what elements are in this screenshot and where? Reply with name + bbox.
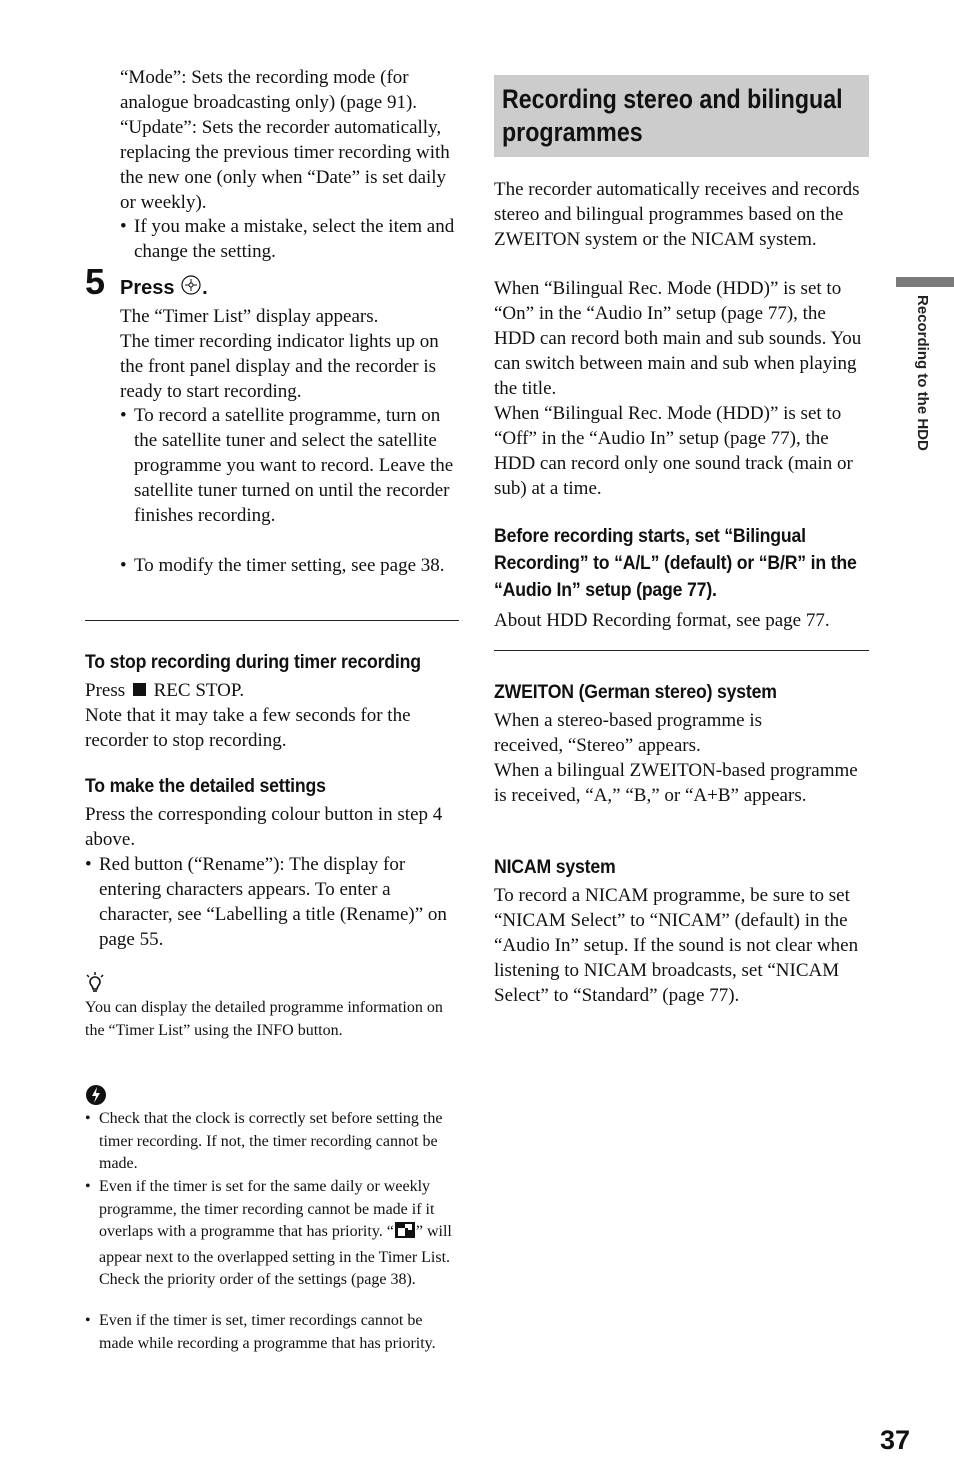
divider xyxy=(85,620,459,621)
priority-icon xyxy=(394,1221,416,1247)
note-overlap: • Even if the timer is set for the same daily or weekly programme, the timer recording cannot be made if it overlaps with a programme that has priority. “ ” will appear next to the overlapped setting in the Timer List. Check the priority order of the settings (page 38). xyxy=(85,1176,459,1292)
notes-icon xyxy=(85,1084,107,1111)
hint-text: You can display the detailed programme information on the “Timer List” using the INFO button. xyxy=(85,999,443,1039)
zweiton-stereo-text: When a stereo-based programme is received, “Stereo” appears. xyxy=(494,710,763,756)
detailed-text: Press the corresponding colour button in step 4 above. xyxy=(85,804,443,850)
zweiton-bilingual-text: When a bilingual ZWEITON-based programme is received, “A,” “B,” or “A+B” appears. xyxy=(494,760,858,806)
step-timer-list-text: The “Timer List” display appears. xyxy=(120,306,379,327)
step-heading: Press . xyxy=(120,274,208,303)
bilingual-off-paragraph: When “Bilingual Rec. Mode (HDD)” is set to “Off” in the “Audio In” setup (page 77), the HDD can record only one sound track (main or sub) at a time. xyxy=(494,403,853,499)
before-recording-heading: Before recording starts, set “Bilingual Recording” to “A/L” (default) or “B/R” in the “Audio In” setup (page 77). xyxy=(494,526,857,601)
side-tab-label: Recording to the HDD xyxy=(914,295,931,451)
bilingual-on-paragraph: When “Bilingual Rec. Mode (HDD)” is set to “On” in the “Audio In” setup (page 77), the HDD can record both main and sub sounds. You can switch between main and sub when playing the title. xyxy=(494,278,862,399)
zweiton-heading: ZWEITON (German stereo) system xyxy=(494,682,777,703)
red-button-bullet: • Red button (“Rename”): The display for entering characters appears. To enter a character, see “Labelling a title (Rename)” on page 55. xyxy=(85,852,461,952)
step-number: 5 xyxy=(85,261,106,302)
page-number: 37 xyxy=(880,1425,911,1455)
lightbulb-hint-icon xyxy=(85,972,105,999)
stop-heading: To stop recording during timer recording xyxy=(85,652,421,673)
nicam-heading: NICAM system xyxy=(494,857,616,878)
stop-square-icon xyxy=(133,683,146,696)
step-press-label: Press xyxy=(120,276,175,299)
mode-description: “Mode”: Sets the recording mode (for analogue broadcasting only) (page 91). xyxy=(120,67,418,113)
step-indicator-text: The timer recording indicator lights up on the front panel display and the recorder is ready to start recording. xyxy=(120,331,439,402)
modify-bullet: • To modify the timer setting, see page 38. xyxy=(120,553,460,578)
satellite-bullet: • To record a satellite programme, turn on the satellite tuner and select the satellite programme you want to record. Leave the satellite tuner turned on until the recorder finishes recording. xyxy=(120,403,460,528)
stop-press-line: Press REC STOP. xyxy=(85,680,245,701)
stop-note: Note that it may take a few seconds for the recorder to stop recording. xyxy=(85,705,411,751)
note-priority: • Even if the timer is set, timer recordings cannot be made while recording a programme that has priority. xyxy=(85,1310,459,1355)
enter-button-icon xyxy=(180,274,202,303)
intro-paragraph: The recorder automatically receives and records stereo and bilingual programmes based on the ZWEITON system or the NICAM system. xyxy=(494,179,860,250)
section-title-box xyxy=(494,75,869,157)
nicam-text: To record a NICAM programme, be sure to set “NICAM Select” to “NICAM” (default) in the “Audio In” setup. If the sound is not clear when listening to NICAM broadcasts, set “NICAM Select” to “Standard” (page 77). xyxy=(494,885,859,1006)
update-description: “Update”: Sets the recorder automatically, replacing the previous timer recording with the new one (only when “Date” is set daily or weekly). xyxy=(120,117,450,213)
section-title: Recording stereo and bilingual programmes xyxy=(502,84,843,147)
detailed-heading: To make the detailed settings xyxy=(85,776,326,797)
note-clock: • Check that the clock is correctly set before setting the timer recording. If not, the timer recording cannot be made. xyxy=(85,1108,459,1176)
divider xyxy=(494,650,869,651)
side-tab-bar xyxy=(896,277,954,287)
mistake-bullet: • If you make a mistake, select the item and change the setting. xyxy=(120,214,460,264)
about-format-text: About HDD Recording format, see page 77. xyxy=(494,610,830,631)
